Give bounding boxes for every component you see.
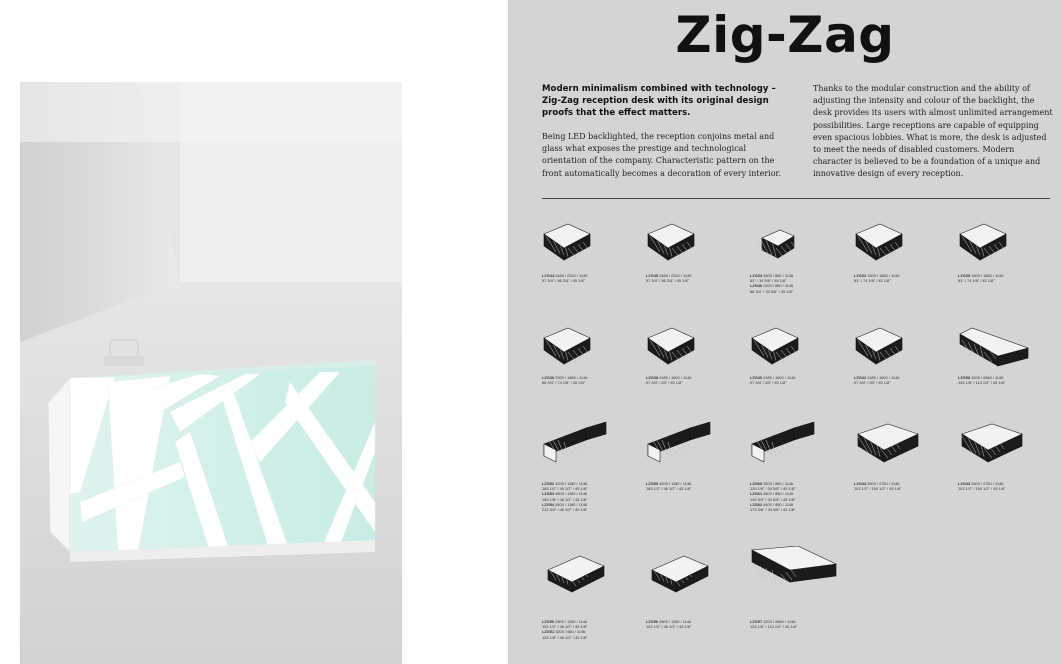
- model-code: LZG50: [542, 619, 555, 624]
- model-dimensions: 4200 / 1180 / 1146: [659, 481, 692, 486]
- model-dimensions: 2200 / 880 / 1146: [763, 283, 794, 289]
- desk-configuration-illustration: [854, 218, 944, 270]
- model-dimensions: 2480 / 1600 / 1146: [867, 375, 900, 380]
- model-code: LZG60: [750, 481, 763, 486]
- model-dimensions: 173 3/8" / 34 5/8" / 45 1/8": [750, 507, 796, 513]
- caption-line: [646, 486, 750, 491]
- model-code: LZG43: [958, 481, 971, 486]
- page-title: Zig-Zag: [675, 6, 895, 64]
- model-item: [958, 418, 1062, 491]
- model-code: LZG38: [646, 375, 659, 380]
- model-dimensions: 2600 / 1180 / 1146: [555, 619, 588, 624]
- model-dimensions: 126 1/8" / 113 1/2" / 45 1/8": [750, 624, 798, 630]
- description-paragraph-1: Being LED backlighted, the reception conjoins metal and glass what exposes the prestige and technological orientation of the company. Characteristic pattern on the front automatically becomes a decoration of every interior.: [542, 132, 782, 178]
- model-dimensions: 165 1/2" / 46 1/2" / 45 1/8": [542, 486, 588, 492]
- model-caption: [958, 273, 1062, 283]
- model-item: [542, 218, 646, 283]
- model-code: LZG53: [542, 491, 555, 497]
- model-dimensions: 102 1/2" / 109 1/2" / 45 1/8": [958, 486, 1006, 492]
- model-code: LZG61: [750, 491, 763, 497]
- model-code: LZG35: [958, 273, 971, 278]
- reception-desk-photo: [20, 82, 402, 664]
- model-dimensions: 63" / 74 1/8" / 45 1/8": [854, 278, 891, 284]
- model-dimensions: 97 3/4" / 86 3/4" / 45 1/8": [542, 278, 586, 284]
- model-code: LZG45: [646, 273, 659, 278]
- desk-configuration-illustration: [750, 322, 840, 372]
- model-dimensions: 4200 / 1180 / 1146: [555, 481, 588, 486]
- model-code: LZG54: [542, 501, 555, 507]
- model-dimensions: 2200 / 1880 / 1146: [555, 375, 588, 380]
- model-dimensions: 165 1/2" / 46 1/2" / 45 1/8": [646, 486, 692, 492]
- model-dimensions: 2480 / 1600 / 1146: [659, 375, 692, 380]
- model-item: [750, 418, 854, 512]
- model-item: [750, 322, 854, 385]
- model-dimensions: 5400 / 1180 / 1146: [555, 501, 588, 507]
- model-dimensions: 86 3/4" / 74 1/8" / 45 1/8": [542, 380, 586, 386]
- desk-configuration-illustration: [958, 218, 1048, 270]
- model-dimensions: 4400 / 880 / 1146: [763, 501, 794, 507]
- model-dimensions: 1600 / 1880 / 1146: [971, 273, 1004, 278]
- caption-line: [750, 624, 854, 629]
- caption-line: [750, 289, 854, 294]
- model-dimensions: 1600 / 1880 / 1146: [867, 273, 900, 278]
- model-caption: [854, 481, 958, 491]
- model-caption: [646, 619, 750, 629]
- model-caption: [542, 619, 646, 640]
- desk-configuration-illustration: [750, 546, 840, 616]
- model-dimensions: 3800 / 880 / 1146: [763, 491, 794, 497]
- model-item: [854, 418, 958, 491]
- desk-configuration-illustration: [542, 546, 632, 616]
- model-dimensions: 97 3/4" / 86 3/4" / 45 1/8": [646, 278, 690, 284]
- caption-line: [542, 278, 646, 283]
- model-dimensions: 63" / 74 1/8" / 45 1/8": [958, 278, 995, 284]
- desk-configuration-illustration: [646, 546, 736, 616]
- model-dimensions: 2480 / 2200 / 1146: [659, 273, 692, 278]
- model-item: [646, 218, 750, 283]
- model-dimensions: 102 1/2" / 109 1/2" / 45 1/8": [854, 486, 902, 492]
- caption-line: [854, 380, 958, 385]
- model-code: LZG44: [854, 481, 867, 486]
- model-code: LZG34: [750, 273, 763, 278]
- desk-configuration-illustration: [542, 418, 632, 478]
- model-code: LZG51: [542, 629, 555, 635]
- model-dimensions: 2600 / 2780 / 1146: [867, 481, 900, 486]
- desk-configuration-illustration: [854, 322, 944, 372]
- caption-line: [854, 278, 958, 283]
- model-caption: [542, 375, 646, 385]
- model-dimensions: 2480 / 2200 / 1146: [555, 273, 588, 278]
- caption-line: [646, 278, 750, 283]
- caption-line: [750, 507, 854, 512]
- model-caption: [646, 273, 750, 283]
- model-code: LZG46: [750, 283, 763, 289]
- model-item: [646, 418, 750, 491]
- model-dimensions: 212 3/4" / 46 1/2" / 45 1/8": [542, 507, 588, 513]
- reception-desk-illustration: [20, 82, 402, 664]
- model-dimensions: 126 1/8" / 113 1/2" / 45 1/8": [958, 380, 1006, 386]
- model-dimensions: 126 1/8" / 34 5/8" / 45 1/8": [750, 486, 796, 492]
- model-code: LZG57: [750, 619, 763, 624]
- model-caption: [750, 273, 854, 294]
- model-code: LZG40: [750, 375, 763, 380]
- model-caption: [958, 481, 1062, 491]
- model-item: [542, 322, 646, 385]
- desk-configuration-illustration: [542, 218, 632, 270]
- model-code: LZG52: [542, 481, 555, 486]
- model-dimensions: 86 3/4" / 34 5/8" / 45 1/8": [750, 288, 794, 294]
- model-caption: [646, 375, 750, 385]
- model-code: LZG55: [646, 481, 659, 486]
- model-code: LZG42: [854, 375, 867, 380]
- right-page: [508, 0, 1062, 664]
- model-dimensions: 97 3/4" / 63" / 45 1/8": [750, 380, 787, 386]
- desk-configuration-illustration: [958, 322, 1048, 372]
- caption-line: [854, 486, 958, 491]
- model-dimensions: 2600 / 1180 / 1146: [659, 619, 692, 624]
- model-dimensions: 1600 / 880 / 1146: [763, 273, 794, 278]
- model-dimensions: 3200 / 980 / 1146: [555, 629, 586, 635]
- model-dimensions: 3200 / 880 / 1146: [763, 481, 794, 486]
- desk-configuration-illustration: [646, 418, 736, 478]
- model-item: [958, 322, 1062, 385]
- model-item: [854, 218, 958, 283]
- caption-line: [750, 380, 854, 385]
- model-grid: [508, 0, 1062, 664]
- desk-configuration-illustration: [750, 418, 840, 478]
- model-caption: [750, 481, 854, 512]
- model-dimensions: 149 3/4" / 34 5/8" / 45 1/8": [750, 496, 796, 502]
- model-dimensions: 63" / 34 5/8" / 45 1/8": [750, 278, 787, 284]
- model-code: LZG44: [542, 273, 555, 278]
- model-caption: [750, 375, 854, 385]
- model-caption: [958, 375, 1062, 385]
- model-caption: [750, 619, 854, 629]
- model-code: LZG56: [646, 619, 659, 624]
- model-caption: [854, 375, 958, 385]
- model-item: [750, 546, 854, 629]
- model-dimensions: 3200 / 2880 / 1146: [971, 375, 1004, 380]
- desk-configuration-illustration: [750, 218, 840, 270]
- caption-line: [958, 278, 1062, 283]
- model-dimensions: 97 3/4" / 63" / 45 1/8": [646, 380, 683, 386]
- model-caption: [854, 273, 958, 283]
- model-item: [958, 218, 1062, 283]
- model-item: [750, 218, 854, 294]
- desk-configuration-illustration: [646, 218, 736, 270]
- desk-configuration-illustration: [646, 322, 736, 372]
- model-code: LZG58: [958, 375, 971, 380]
- desk-configuration-illustration: [958, 418, 1048, 478]
- model-code: LZG36: [542, 375, 555, 380]
- model-code: LZG32: [854, 273, 867, 278]
- caption-line: [958, 486, 1062, 491]
- left-page: [0, 0, 508, 664]
- model-caption: [542, 481, 646, 512]
- model-dimensions: 126 1/8" / 46 1/2" / 45 1/8": [542, 634, 588, 640]
- caption-line: [542, 635, 646, 640]
- caption-line: [542, 507, 646, 512]
- model-dimensions: 189 1/8" / 46 1/2" / 45 1/8": [542, 496, 588, 502]
- model-item: [542, 418, 646, 512]
- model-dimensions: 2480 / 1600 / 1146: [763, 375, 796, 380]
- model-caption: [542, 273, 646, 283]
- model-dimensions: 4800 / 1180 / 1146: [555, 491, 588, 497]
- intro-paragraph: Modern minimalism combined with technology – Zig-Zag reception desk with its original design proofs that the effect matters.: [542, 84, 776, 119]
- model-dimensions: 3200 / 2880 / 1146: [763, 619, 796, 624]
- desk-configuration-illustration: [854, 418, 944, 478]
- model-item: [646, 546, 750, 629]
- model-code: LZG62: [750, 501, 763, 507]
- model-caption: [646, 481, 750, 491]
- model-dimensions: 102 1/2" / 46 1/2" / 45 1/8": [542, 624, 588, 630]
- model-dimensions: 2600 / 2780 / 1146: [971, 481, 1004, 486]
- model-item: [854, 322, 958, 385]
- description-paragraph-2: Thanks to the modular construction and the ability of adjusting the intensity and colour of the backlight, the desk provides its users with almost unlimited arrangement possibilities. Large receptions are capable of equipping even spacious lobbies. What is more, the desk is adjusted to meet the needs of disabled customers. Modern character is believed to be a foundation of a unique and innovative design of every reception.: [813, 84, 1053, 179]
- caption-line: [646, 624, 750, 629]
- desk-configuration-illustration: [542, 322, 632, 372]
- model-item: [646, 322, 750, 385]
- model-item: [542, 546, 646, 640]
- caption-line: [958, 380, 1062, 385]
- model-dimensions: 97 3/4" / 63" / 45 1/8": [854, 380, 891, 386]
- caption-line: [542, 380, 646, 385]
- model-dimensions: 102 1/2" / 46 1/2" / 45 1/8": [646, 624, 692, 630]
- caption-line: [646, 380, 750, 385]
